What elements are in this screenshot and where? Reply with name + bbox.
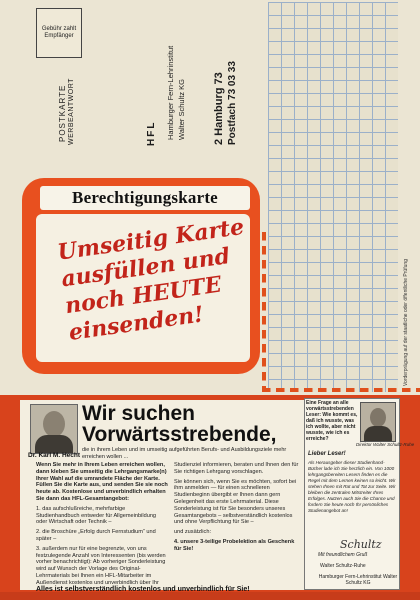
testimonial-photo xyxy=(360,402,396,442)
bottom-strip xyxy=(0,592,420,600)
address-city: 2 Hamburg 73 xyxy=(213,72,225,145)
reply-type-label: WERBEANTWORT xyxy=(68,78,75,145)
testimonial-intro: Eine Frage an alle vorwärtsstrebenden Leser: Wie kommt es, daß ich wusste, was ich wollte, aber nicht wusste, wie ich es erreiche? xyxy=(306,400,358,442)
column-1-paragraph: Wenn Sie mehr in Ihrem Leben erreichen wollen, dann kleben Sie umseitig die Lehrgangsmarke(n) Ihrer Wahl auf die umrandete Fläche der Karte. Füllen Sie die Karte aus, und senden Sie sie noch heute ab. Kostenlose und unverbindlich erhalten Sie dann das HFL-Gesamtangebot: xyxy=(36,462,168,502)
callout-title: Berechtigungskarte xyxy=(40,186,250,210)
column-2-paragraph: Studienziel informieren, beraten und Ihnen den für Sie richtigen Lehrgang vorschlagen. xyxy=(174,462,299,475)
testimonial-signature: Schultz xyxy=(340,538,382,551)
column-1-paragraph: 1. das aufschlußreiche, mehrfarbige Studienhandbuch entweder für Allgemeinbildung oder Wirtschaft oder Technik – xyxy=(36,505,157,526)
institute-line-2: Walter Schultz KG xyxy=(177,79,186,140)
column-2-paragraph: und zusätzlich: xyxy=(174,529,212,536)
ad-column-1 xyxy=(36,462,168,590)
institute-line-1: Hamburger Fern-Lehrinstitut xyxy=(166,45,175,140)
testimonial-footer: Hamburger Fern-Lehrinstitut Walter Schultz KG xyxy=(318,574,398,586)
stamp-box xyxy=(36,8,82,58)
tear-line-horizontal xyxy=(262,388,420,392)
testimonial-greeting: Lieber Leser! xyxy=(308,451,346,457)
column-1-paragraph: 2. die Broschüre „Erfolg durch Fernstudium“ und später – xyxy=(36,529,156,542)
stamp-note: Gebühr zahlt Empfänger xyxy=(41,26,77,39)
callout-message: Umseitig Karte ausfüllen und noch HEUTE einsenden! xyxy=(56,213,246,346)
testimonial-body: Als Herausgeber dieser Studienhand-Bücher lade ich Sie herzlich ein. Von 1000 lehrgangsbereiten Lesern finden es die Regel mit dem Lernen keinen so leicht. Wir stehen Ihnen mit Rat und Tat zur Seite. Wir bleiben die zentralen Mitstreiter Ihres Erfolges. Nutzen auch Sie die Chance und fordern Sie heute noch Ihr persönliches Studienangebot an! xyxy=(308,460,396,513)
address-postfach: Postfach 73 03 33 xyxy=(227,61,238,145)
sender-abbr: HFL xyxy=(146,120,157,146)
headline-line-2: Vorwärtsstrebende, xyxy=(82,423,277,446)
headline-subline: die in ihrem Leben und im umseitig aufgeführten Berufs- und Ausbildungsziele mehr erreichen wollen ... xyxy=(82,447,287,460)
portrait-photo xyxy=(30,404,78,454)
testimonial-closing: Mit freundlichem Gruß xyxy=(318,552,368,558)
ad-column-2 xyxy=(174,462,302,556)
testimonial-name: Walter Schultz-Ruhe xyxy=(320,563,366,569)
ad-footline: Alles ist selbstverständlich kostenlos und unverbindlich für Sie! xyxy=(36,586,250,593)
side-note: Vorderprägung auf der staatliche oder öffentliche Prüfung xyxy=(403,259,409,386)
card-type-label: POSTKARTE xyxy=(58,84,67,142)
headline-line-1: Wir suchen xyxy=(82,402,195,425)
grid-stamp-area xyxy=(268,2,398,392)
portrait-caption: Dr. Karl M. Hecht xyxy=(28,452,81,459)
column-2-paragraph: Sie können sich, wenn Sie es möchten, sofort bei ihm anmelden — für einen schnelleren Studienbeginn übergibt er Ihnen dann gern Gelegenheit das erste Lehrmaterial. Diese Sonderleistung ist für Sie besonders unseres Gesamtangebots – selbstverständlich kostenlos und ohne Verpflichtung für Sie – xyxy=(174,478,297,526)
column-1-paragraph: 3. außerdem nur für eine begrenzte, von uns festzulegende Anzahl von Interessenten (bis werden vorher benachrichtigt): Ab vorheriger Sonderleistung wird auf Wunsch der Vorlage des Original-Lehrmaterials bei Ihnen ein HFL-Mitarbeiter im Außendienst kostenlos und unverbindlich über Ihr xyxy=(36,545,166,586)
column-2-paragraph: 4. unsere 3-teilige Probelektion als Geschenk für Sie! xyxy=(174,538,295,552)
testimonial-photo-caption: Direktor Walter Schultz-Ruhe xyxy=(356,442,415,447)
